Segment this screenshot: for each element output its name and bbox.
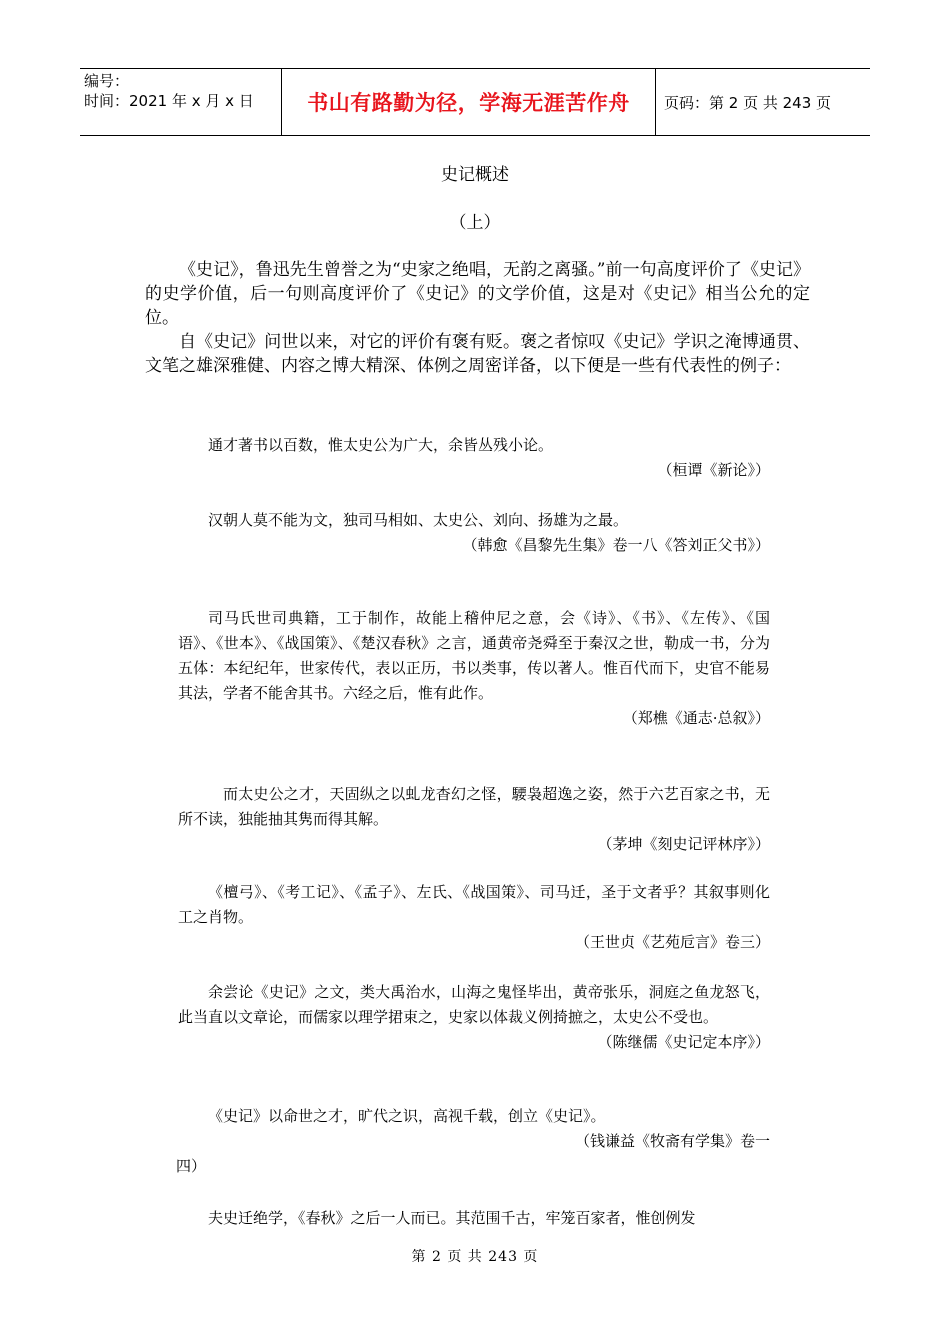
quote-text: 通才著书以百数，惟太史公为广大，余皆丛残小论。 — [208, 436, 554, 454]
header-time-label: 时间：2021 年 x 月 x 日 — [84, 92, 254, 110]
quote-text: 汉朝人莫不能为文，独司马相如、太史公、刘向、扬雄为之最。 — [208, 511, 629, 529]
quote-source: （桓谭《新论》） — [657, 461, 770, 479]
quote-source: （钱谦益《牧斋有学集》卷一 — [574, 1132, 770, 1150]
quote-block — [178, 508, 770, 558]
header-motto-text: 书山有路勤为径，学海无涯苦作舟 — [307, 91, 630, 115]
quote-text: 司马氏世司典籍，工于制作，故能上稽仲尼之意，会《诗》、《书》、《左传》、《国语》、《世本》、《战国策》、《楚汉春秋》之言，通黄帝尧舜至于秦汉之世，勒成一书，分为五体：本纪纪年，世家传代，表以正历，书以类事，传以著人。惟百代而下，史官不能易其法，学者不能舍其书。六经之后，惟有此作。 — [178, 609, 770, 702]
header-page-info: 页码：第 2 页 共 243 页 — [664, 93, 832, 112]
quote-text: 余尝论《史记》之文，类大禹治水，山海之鬼怪毕出，黄帝张乐，洞庭之鱼龙怒飞，此当直以文章论，而儒家以理学捃束之，史家以体裁义例掎摭之，太史公不受也。 — [178, 983, 770, 1026]
header-motto — [282, 69, 656, 135]
quote-block — [178, 1206, 770, 1231]
quote-text: 《史记》以命世之才，旷代之识，高视千载，创立《史记》。 — [208, 1107, 606, 1125]
quote-source: （茅坤《刻史记评林序》） — [597, 835, 770, 853]
header-meta — [80, 69, 282, 135]
quote-block — [178, 880, 770, 955]
quote-block — [178, 980, 770, 1055]
intro-paragraph: 自《史记》问世以来，对它的评价有褒有贬。褒之者惊叹《史记》学识之淹博通贯、文笔之雄深雅健、内容之博大精深、体例之周密详备，以下便是一些有代表性的例子： — [145, 332, 810, 376]
quote-text: 而太史公之才，天固纵之以虬龙杳幻之怪，騕袅超逸之姿，然于六艺百家之书，无所不读，独能抽其隽而得其解。 — [178, 785, 770, 828]
quote-text: 夫史迁绝学，《春秋》之后一人而已。其范围千古，牢笼百家者，惟创例发 — [208, 1209, 696, 1227]
quote-text: 《檀弓》、《考工记》、《孟子》、左氏、《战国策》、司马迁，圣于文者乎？其叙事则化工之肖物。 — [178, 883, 770, 926]
doc-title: 史记概述 — [441, 165, 509, 185]
quote-block — [178, 433, 770, 483]
quote-block — [178, 1104, 770, 1179]
quote-source: （陈继儒《史记定本序》） — [597, 1033, 770, 1051]
quote-source-continued: 四） — [176, 1157, 207, 1175]
page-header — [80, 68, 870, 136]
intro-section — [145, 258, 810, 378]
quote-source: （韩愈《昌黎先生集》卷一八《答刘正父书》） — [462, 536, 770, 554]
intro-paragraph: 《史记》，鲁迅先生曾誉之为“史家之绝唱，无韵之离骚。”前一句高度评价了《史记》的史学价值，后一句则高度评价了《史记》的文学价值，这是对《史记》相当公允的定位。 — [145, 260, 810, 328]
doc-subtitle: （上） — [449, 213, 501, 233]
header-number-label: 编号： — [84, 72, 130, 90]
quote-source: （郑樵《通志·总叙》） — [622, 709, 770, 727]
page-footer: 第 2 页 共 243 页 — [411, 1249, 539, 1265]
quote-source: （王世贞《艺苑卮言》卷三） — [574, 933, 770, 951]
quote-block — [178, 782, 770, 857]
quote-block — [178, 606, 770, 731]
